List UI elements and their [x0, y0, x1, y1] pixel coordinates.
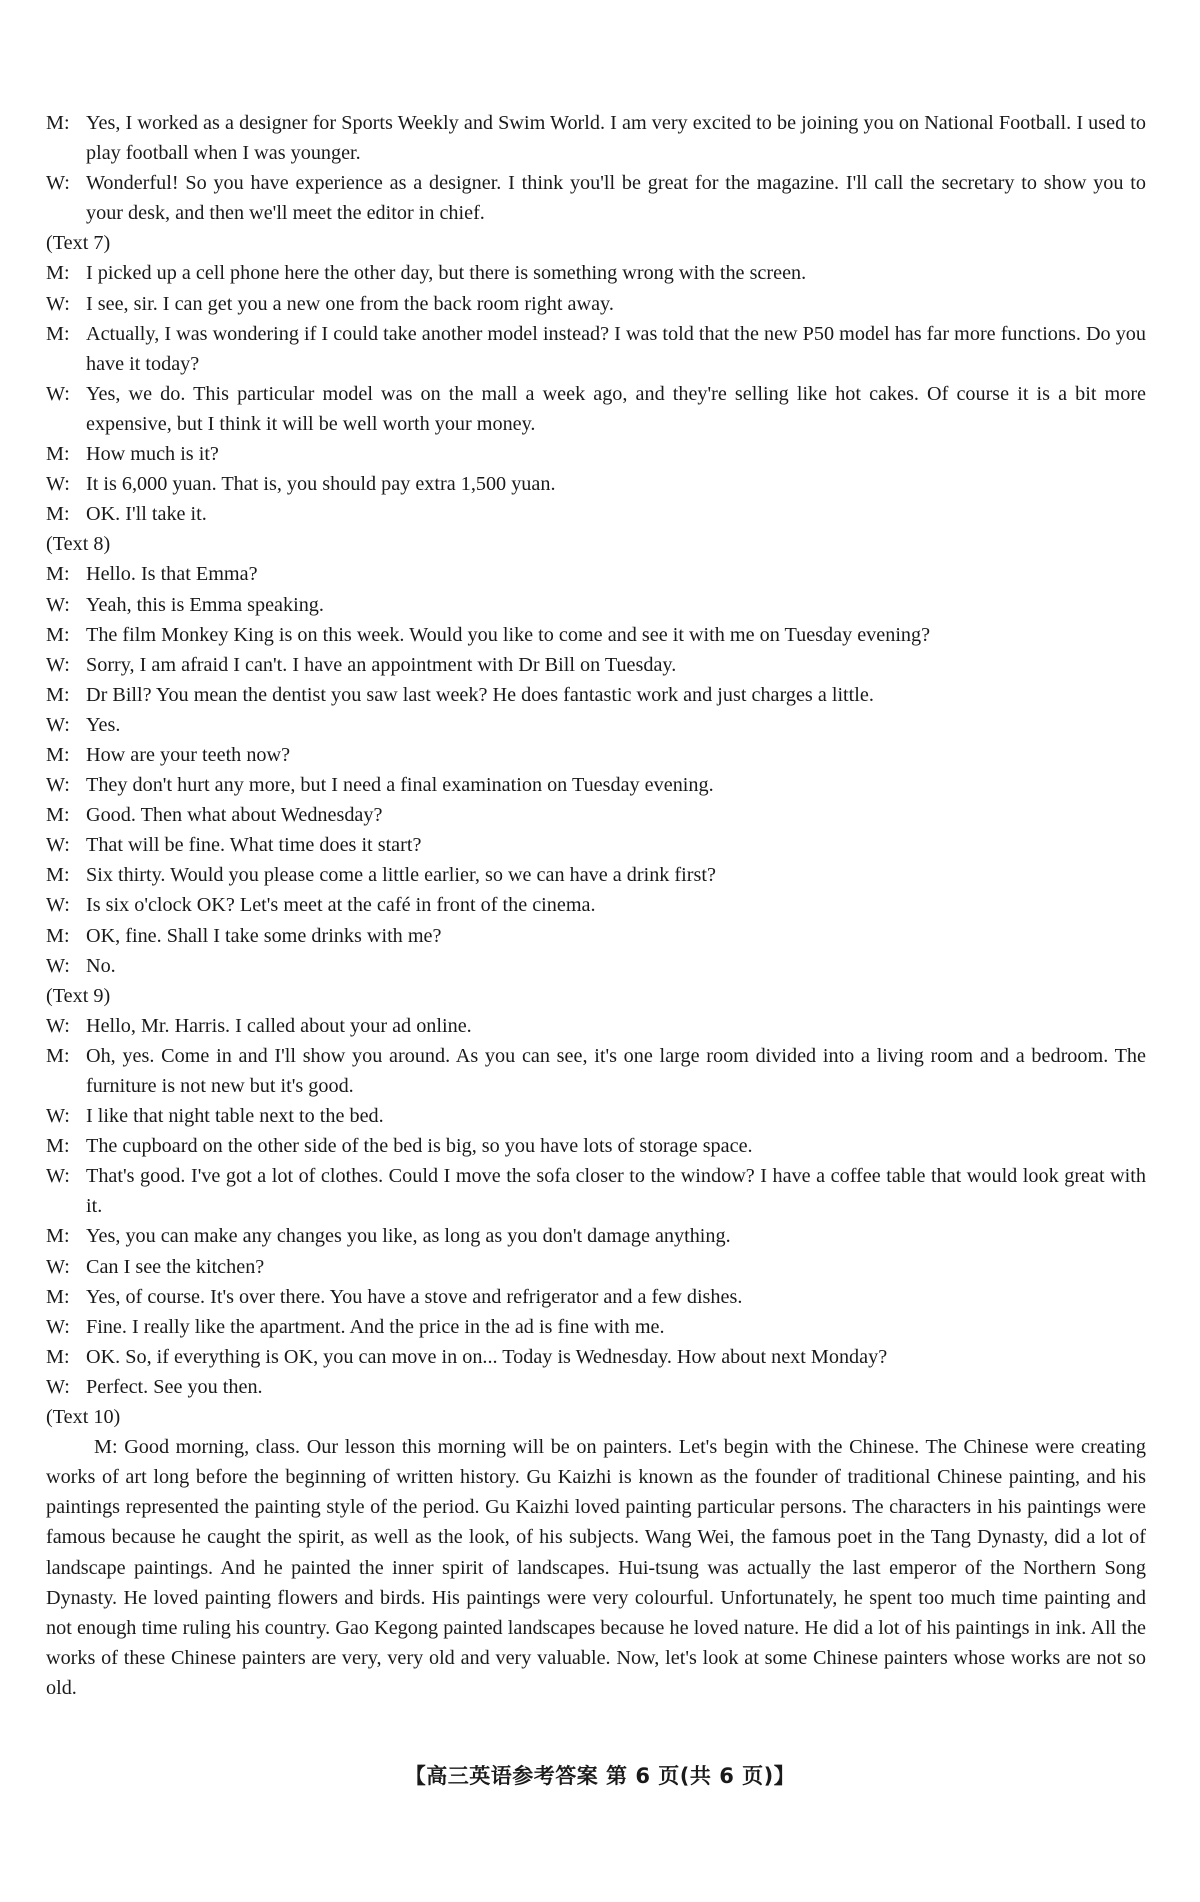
dialogue-line	[46, 319, 1146, 379]
dialogue-line	[46, 740, 1146, 770]
dialogue-line	[46, 1282, 1146, 1312]
speaker-label: W:	[46, 653, 70, 676]
dialogue-text: I see, sir. I can get you a new one from the back room right away.	[86, 292, 614, 315]
speaker-label: W:	[46, 954, 70, 977]
dialogue-line	[46, 289, 1146, 319]
section-header: (Text 10)	[46, 1406, 121, 1429]
dialogue-line	[46, 1252, 1146, 1282]
speaker-label: W:	[46, 1014, 70, 1037]
dialogue-line	[46, 1011, 1146, 1041]
text10-section	[46, 1402, 1146, 1703]
dialogue-text: Hello, Mr. Harris. I called about your ad online.	[86, 1014, 472, 1037]
section-header: (Text 7)	[46, 232, 111, 255]
dialogue-line	[46, 951, 1146, 981]
speaker-label: M:	[46, 1345, 70, 1368]
dialogue-text: Actually, I was wondering if I could take another model instead? I was told that the new P50 model has far more functions. Do you have it today?	[86, 322, 1146, 375]
dialogue-line	[46, 168, 1146, 228]
speaker-label: M:	[46, 1225, 70, 1248]
text8-section	[46, 529, 1146, 980]
dialogue-line	[46, 1161, 1146, 1221]
dialogue-text: Sorry, I am afraid I can't. I have an appointment with Dr Bill on Tuesday.	[86, 653, 677, 676]
dialogue-text: Yes, I worked as a designer for Sports Weekly and Swim World. I am very excited to be joining you on National Football. I used to play football when I was younger.	[86, 112, 1146, 165]
speaker-label: M:	[46, 503, 70, 526]
dialogue-text: OK. So, if everything is OK, you can move in on... Today is Wednesday. How about next Monday?	[86, 1345, 888, 1368]
dialogue-line	[46, 1101, 1146, 1131]
dialogue-text: Oh, yes. Come in and I'll show you around. As you can see, it's one large room divided into a living room and a bedroom. The furniture is not new but it's good.	[86, 1044, 1146, 1097]
dialogue-text: It is 6,000 yuan. That is, you should pay extra 1,500 yuan.	[86, 473, 556, 496]
speaker-label: W:	[46, 172, 70, 195]
speaker-label: M:	[46, 1285, 70, 1308]
speaker-label: W:	[46, 1315, 70, 1338]
dialogue-text: Wonderful! So you have experience as a designer. I think you'll be great for the magazine. I'll call the secretary to show you to your desk, and then we'll meet the editor in chief.	[86, 172, 1146, 225]
dialogue-text: Yeah, this is Emma speaking.	[86, 593, 324, 616]
speaker-label: M:	[46, 563, 70, 586]
dialogue-line	[46, 650, 1146, 680]
dialogue-text: Yes, you can make any changes you like, as long as you don't damage anything.	[86, 1225, 731, 1248]
dialogue-text: OK. I'll take it.	[86, 503, 207, 526]
speaker-label: M:	[46, 683, 70, 706]
dialogue-text: How much is it?	[86, 443, 219, 466]
speaker-label: M:	[46, 623, 70, 646]
dialogue-text: Dr Bill? You mean the dentist you saw last week? He does fantastic work and just charges a little.	[86, 683, 874, 706]
dialogue-text: The film Monkey King is on this week. Would you like to come and see it with me on Tuesday evening?	[86, 623, 931, 646]
text7-section	[46, 228, 1146, 529]
speaker-label: W:	[46, 1105, 70, 1128]
dialogue-line	[46, 439, 1146, 469]
dialogue-line	[46, 1372, 1146, 1402]
dialogue-line	[46, 499, 1146, 529]
dialogue-text: Yes.	[86, 713, 121, 736]
speaker-label: W:	[46, 713, 70, 736]
speaker-label: M:	[46, 743, 70, 766]
speaker-label: M:	[46, 864, 70, 887]
dialogue-text: The cupboard on the other side of the bed is big, so you have lots of storage space.	[86, 1135, 753, 1158]
dialogue-line	[46, 620, 1146, 650]
text9-section	[46, 981, 1146, 1402]
dialogue-text: That's good. I've got a lot of clothes. Could I move the sofa closer to the window? I have a coffee table that would look great with it.	[86, 1165, 1146, 1218]
speaker-label: W:	[46, 1165, 70, 1188]
dialogue-line	[46, 680, 1146, 710]
dialogue-line	[46, 590, 1146, 620]
dialogue-text: Can I see the kitchen?	[86, 1255, 265, 1278]
dialogue-text: Good. Then what about Wednesday?	[86, 804, 383, 827]
dialogue-text: Hello. Is that Emma?	[86, 563, 258, 586]
dialogue-line	[46, 379, 1146, 439]
dialogue-line	[46, 710, 1146, 740]
speaker-label: M:	[46, 1044, 70, 1067]
dialogue-text: Six thirty. Would you please come a little earlier, so we can have a drink first?	[86, 864, 716, 887]
dialogue-line	[46, 890, 1146, 920]
dialogue-text: I picked up a cell phone here the other day, but there is something wrong with the screen.	[86, 262, 807, 285]
speaker-label: W:	[46, 473, 70, 496]
dialogue-line	[46, 1221, 1146, 1251]
dialogue-line	[46, 800, 1146, 830]
dialogue-line	[46, 469, 1146, 499]
speaker-label: W:	[46, 593, 70, 616]
speaker-label: W:	[46, 292, 70, 315]
speaker-label: M:	[46, 804, 70, 827]
section-header: (Text 9)	[46, 984, 111, 1007]
dialogue-text: Perfect. See you then.	[86, 1375, 263, 1398]
dialogue-text: Yes, we do. This particular model was on the mall a week ago, and they're selling like hot cakes. Of course it is a bit more expensive, but I think it will be well worth your money.	[86, 382, 1146, 435]
dialogue-line	[46, 559, 1146, 589]
text6-tail	[46, 108, 1146, 228]
dialogue-line	[46, 1342, 1146, 1372]
monologue-paragraph: M: Good morning, class. Our lesson this morning will be on painters. Let's begin with the Chinese. The Chinese were creating works of art long before the beginning of written history. Gu Kaizhi is known as the founder of traditional Chinese painting, and his paintings represented the painting style of the period. Gu Kaizhi loved painting particular persons. The characters in his paintings were famous because he caught the spirit, as well as the look, of his subjects. Wang Wei, the famous poet in the Tang Dynasty, did a lot of landscape paintings. And he painted the inner spirit of landscapes. Hui-tsung was actually the last emperor of the Northern Song Dynasty. He loved painting flowers and birds. His paintings were very colourful. Unfortunately, he spent too much time painting and not enough time ruling his country. Gao Kegong painted landscapes because he loved nature. He did a lot of his paintings in ink. All the works of these Chinese painters are very, very old and very valuable. Now, let's look at some Chinese painters whose works are not so old.	[46, 1436, 1146, 1699]
dialogue-line	[46, 921, 1146, 951]
dialogue-line	[46, 108, 1146, 168]
dialogue-line	[46, 258, 1146, 288]
dialogue-line	[46, 860, 1146, 890]
speaker-label: W:	[46, 1255, 70, 1278]
dialogue-text: Fine. I really like the apartment. And the price in the ad is fine with me.	[86, 1315, 665, 1338]
dialogue-text: Is six o'clock OK? Let's meet at the café in front of the cinema.	[86, 894, 596, 917]
document-body	[46, 108, 1146, 1703]
speaker-label: W:	[46, 382, 70, 405]
dialogue-text: I like that night table next to the bed.	[86, 1105, 384, 1128]
speaker-label: M:	[46, 1135, 70, 1158]
dialogue-text: They don't hurt any more, but I need a final examination on Tuesday evening.	[86, 774, 714, 797]
dialogue-line	[46, 830, 1146, 860]
dialogue-line	[46, 770, 1146, 800]
speaker-label: W:	[46, 834, 70, 857]
dialogue-text: No.	[86, 954, 116, 977]
speaker-label: M:	[46, 322, 70, 345]
speaker-label: M:	[46, 112, 70, 134]
speaker-label: M:	[46, 443, 70, 466]
page-footer: 【高三英语参考答案 第 6 页(共 6 页)】	[404, 1764, 796, 1788]
dialogue-text: OK, fine. Shall I take some drinks with me?	[86, 924, 442, 947]
dialogue-line	[46, 1312, 1146, 1342]
dialogue-line	[46, 1131, 1146, 1161]
dialogue-text: Yes, of course. It's over there. You have a stove and refrigerator and a few dishes.	[86, 1285, 743, 1308]
speaker-label: W:	[46, 774, 70, 797]
speaker-label: M:	[46, 262, 70, 285]
section-header: (Text 8)	[46, 533, 111, 556]
dialogue-text: How are your teeth now?	[86, 743, 291, 766]
speaker-label: W:	[46, 1375, 70, 1398]
dialogue-text: That will be fine. What time does it start?	[86, 834, 422, 857]
speaker-label: M:	[46, 924, 70, 947]
speaker-label: W:	[46, 894, 70, 917]
dialogue-line	[46, 1041, 1146, 1101]
